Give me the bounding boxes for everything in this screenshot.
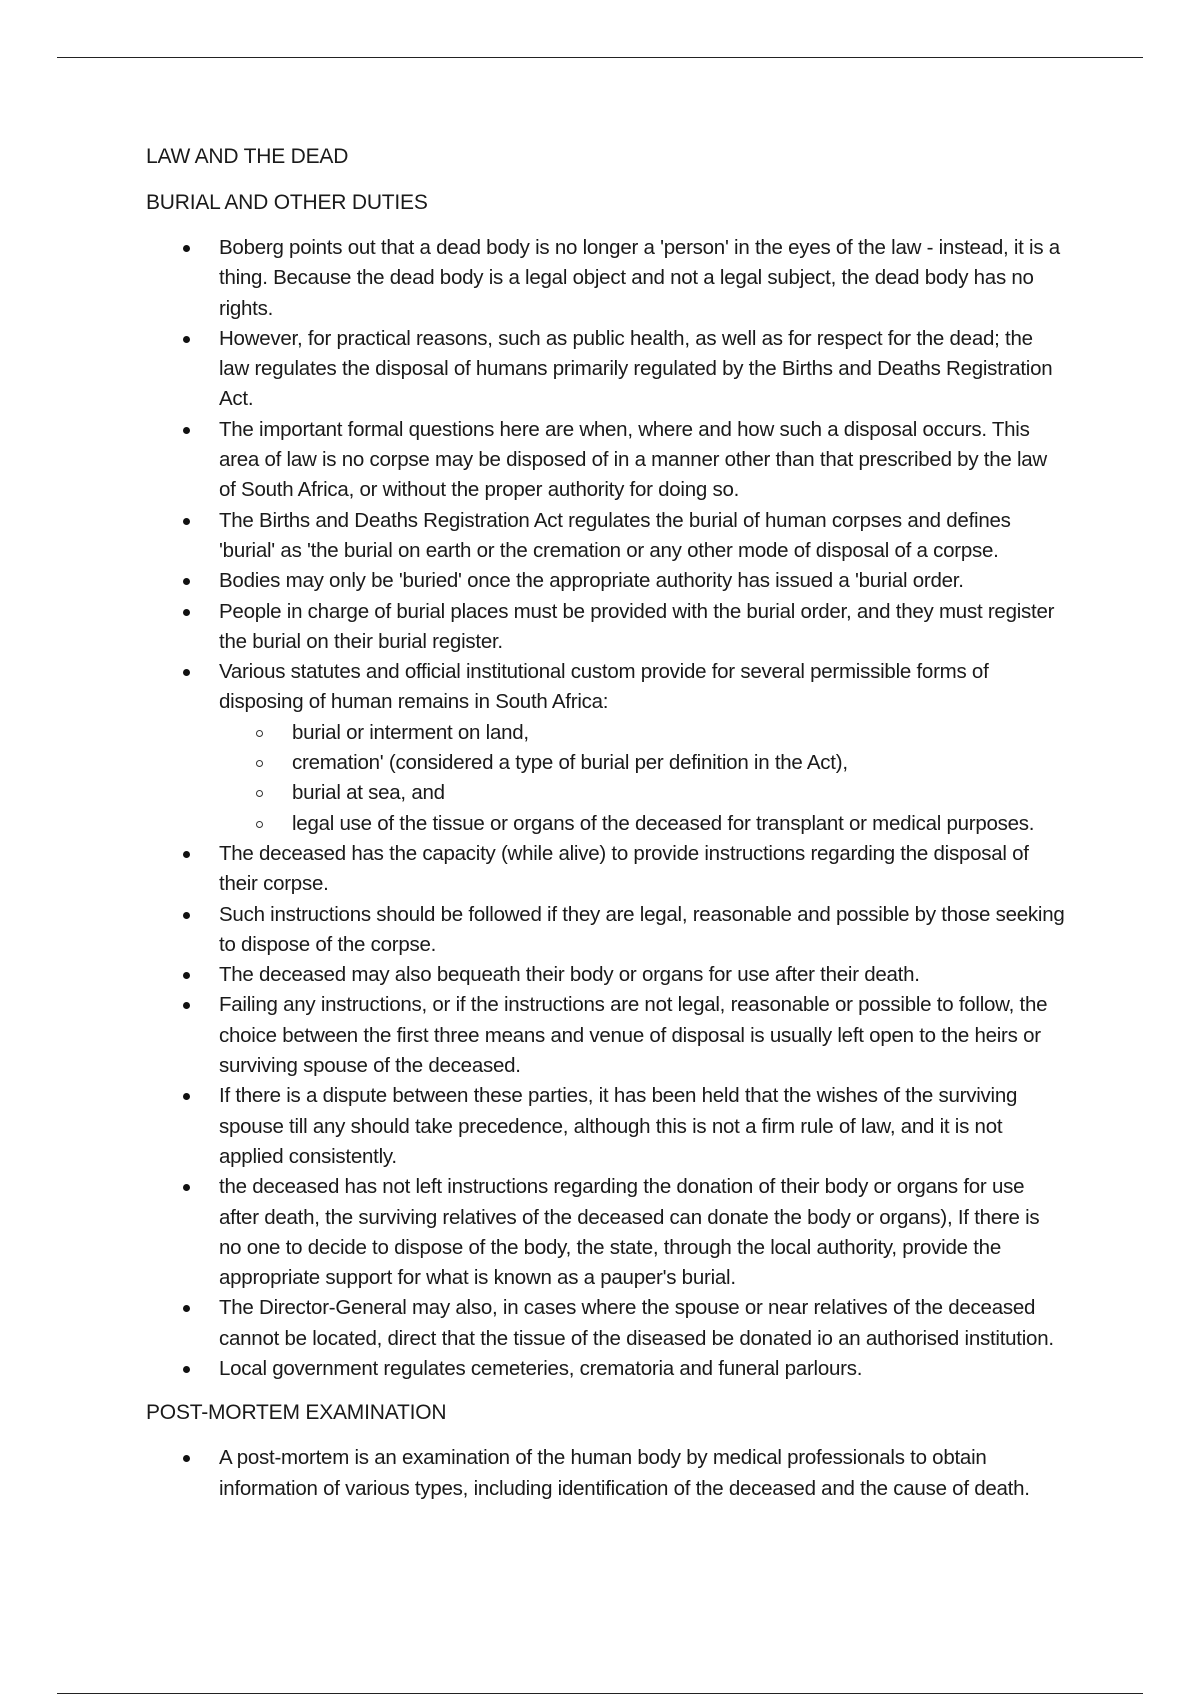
list-item-text: Such instructions should be followed if they are legal, reasonable and possible by those seeking to dispose of the corpse. [219,902,1065,956]
bullet-icon [183,1184,190,1191]
bullet-icon [183,1455,190,1462]
sub-list-item [219,718,1066,748]
list-item-text: If there is a dispute between these parties, it has been held that the wishes of the surviving spouse till any should take precedence, although this is not a firm rule of law, and it is not applied consistently. [219,1084,1018,1168]
list-item-text: A post-mortem is an examination of the human body by medical professionals to obtain information of various types, including identification of the deceased and the cause of death. [219,1446,1030,1500]
document-body [146,142,1066,1518]
section-heading-post-mortem: POST-MORTEM EXAMINATION [146,1401,447,1425]
burial-bullet-list [146,233,1066,1384]
list-item [146,1293,1066,1354]
list-item [146,1354,1066,1384]
list-item-text: Bodies may only be 'buried' once the appropriate authority has issued a 'burial order. [219,569,964,593]
list-item [146,839,1066,900]
list-item [146,566,1066,596]
list-item-text: The important formal questions here are when, where and how such a disposal occurs. This area of law is no corpse may be disposed of in a manner other than that prescribed by the law of South Africa, or without the proper authority for doing so. [219,417,1047,502]
bullet-icon [183,912,190,919]
list-item-text: Boberg points out that a dead body is no longer a 'person' in the eyes of the law - instead, it is a thing. Because the dead body is a legal object and not a legal subject, the dead body has no rights. [219,236,1060,320]
bullet-icon [183,245,190,252]
sub-list-item [219,778,1066,808]
list-item-text: The deceased has the capacity (while alive) to provide instructions regarding the disposal of their corpse. [219,841,1029,896]
bullet-icon [183,972,190,979]
list-item [146,1081,1066,1172]
document-title: LAW AND THE DEAD [146,145,349,168]
list-item-text: Local government regulates cemeteries, crematoria and funeral parlours. [219,1356,863,1380]
circle-bullet-icon [256,790,263,797]
list-item [146,990,1066,1081]
sub-list-item-text: cremation' (considered a type of burial per definition in the Act), [292,751,848,775]
circle-bullet-icon [256,730,263,737]
bullet-icon [183,336,190,343]
bullet-icon [183,669,190,676]
bullet-icon [183,578,190,585]
sub-list-item [219,748,1066,778]
list-item [146,415,1066,506]
sub-list-item [219,809,1066,839]
circle-bullet-icon [256,821,263,828]
post-mortem-bullet-list [146,1443,1066,1504]
bullet-icon [183,1366,190,1373]
bullet-icon [183,1002,190,1009]
sub-list-item-text: burial at sea, and [292,781,445,805]
list-item [146,900,1066,961]
header-rule [57,57,1143,58]
section-heading-burial: BURIAL AND OTHER DUTIES [146,191,428,214]
bullet-icon [183,1305,190,1312]
bullet-icon [183,427,190,434]
bullet-icon [183,851,190,858]
sub-list-item-text: burial or interment on land, [292,720,529,744]
bullet-icon [183,1093,190,1100]
list-item [146,233,1066,324]
list-item [146,506,1066,567]
bullet-icon [183,518,190,525]
list-item [146,1172,1066,1293]
list-item-text: The Births and Deaths Registration Act regulates the burial of human corpses and defines 'burial' as 'the burial on earth or the cremation or any other mode of disposal of a corpse. [219,508,1011,562]
list-item-text: The deceased may also bequeath their body or organs for use after their death. [219,963,920,987]
list-item [146,960,1066,990]
list-item-text: Failing any instructions, or if the instructions are not legal, reasonable or possible to follow, the choice between the first three means and venue of disposal is usually left open to the heirs or surviving spouse of the deceased. [219,993,1048,1078]
bullet-icon [183,609,190,616]
list-item [146,1443,1066,1504]
disposal-forms-sublist [219,718,1066,839]
list-item-text: Various statutes and official institutional custom provide for several permissible forms of disposing of human remains in South Africa: [219,660,989,714]
list-item-text: People in charge of burial places must be provided with the burial order, and they must register the burial on their burial register. [219,599,1055,653]
list-item-text: The Director-General may also, in cases where the spouse or near relatives of the deceased cannot be located, direct that the tissue of the diseased be donated io an authorised institution. [219,1296,1054,1350]
list-item [146,597,1066,658]
list-item [146,657,1066,839]
list-item-text: the deceased has not left instructions regarding the donation of their body or organs for use after death, the surviving relatives of the deceased can donate the body or organs), If there is no one to decide to dispose of the body, the state, through the local authority, provide the appropriate support for what is known as a pauper's burial. [219,1175,1040,1290]
list-item-text: However, for practical reasons, such as public health, as well as for respect for the dead; the law regulates the disposal of humans primarily regulated by the Births and Deaths Registration Act. [219,326,1053,411]
circle-bullet-icon [256,760,263,767]
footer-rule [57,1693,1143,1694]
list-item [146,324,1066,415]
sub-list-item-text: legal use of the tissue or organs of the deceased for transplant or medical purposes. [292,811,1035,835]
